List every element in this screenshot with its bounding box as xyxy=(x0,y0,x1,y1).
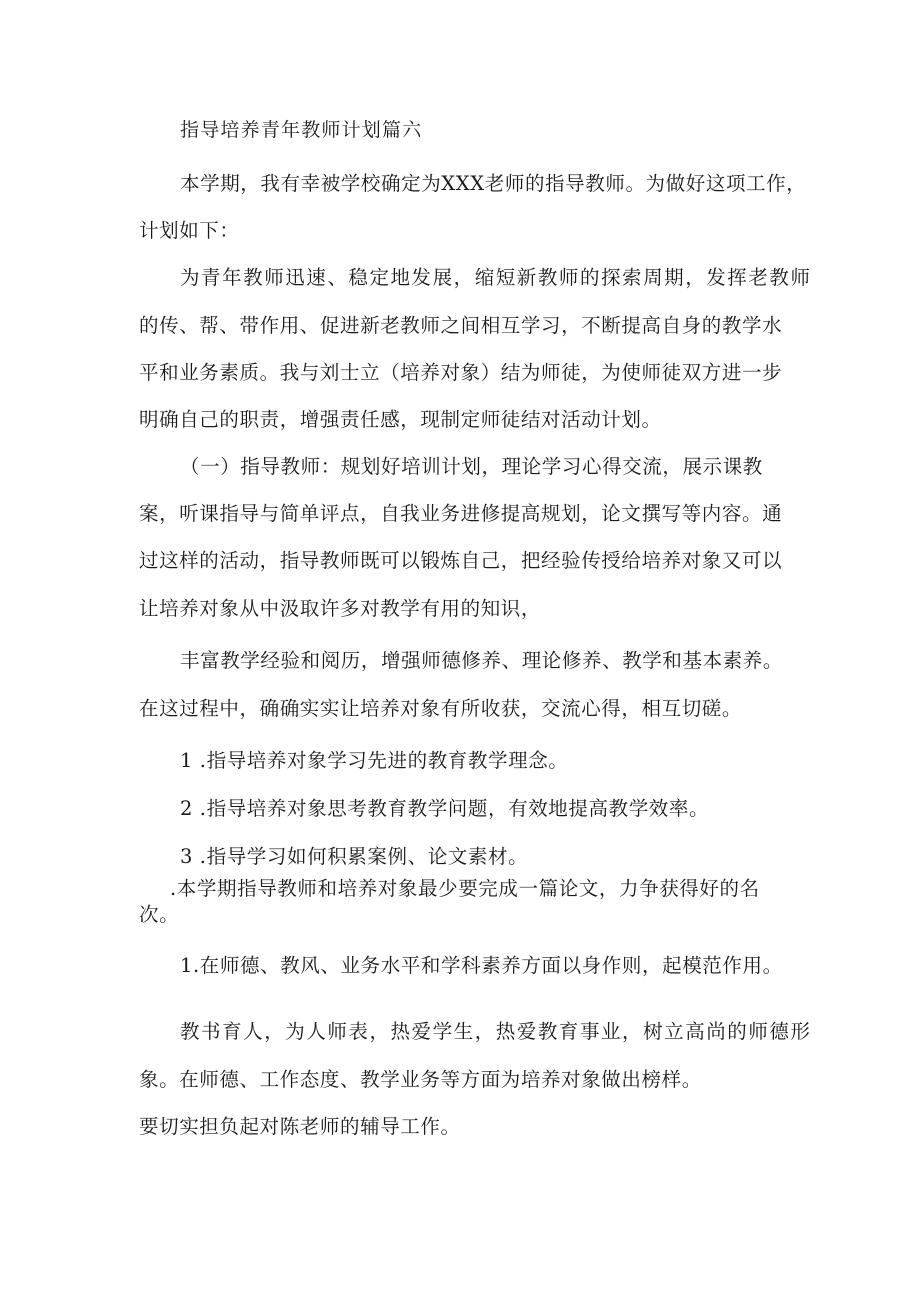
paragraph-line: 让培养对象从中汲取许多对教学有用的知识， xyxy=(139,597,542,620)
paragraph-line: 本学期，我有幸被学校确定为XXX老师的指导教师。为做好这项工作， xyxy=(180,172,807,195)
paragraph-line: 为青年教师迅速、稳定地发展，缩短新教师的探索周期，发挥老教师 xyxy=(180,266,812,289)
paragraph-line: 在这过程中，确确实实让培养对象有所收获，交流心得，相互切磋。 xyxy=(139,697,743,720)
list-item: 1.在师德、教风、业务水平和学科素养方面以身作则，起模范作用。 xyxy=(180,954,783,977)
paragraph-line: 要切实担负起对陈老师的辅导工作。 xyxy=(139,1115,461,1138)
paragraph-line: .本学期指导教师和培养对象最少要完成一篇论文，力争获得好的名 xyxy=(170,877,760,900)
paragraph-line: 明确自己的职责，增强责任感，现制定师徒结对活动计划。 xyxy=(139,408,662,431)
paragraph-line: 的传、帮、带作用、促进新老教师之间相互学习，不断提高自身的教学水 xyxy=(139,314,783,337)
paragraph-line: 教书育人，为人师表，热爱学生，热爱教育事业，树立高尚的师德形 xyxy=(180,1020,812,1043)
paragraph-line: 计划如下： xyxy=(139,219,240,242)
paragraph-line: 丰富教学经验和阅历，增强师德修养、理论修养、教学和基本素养。 xyxy=(180,649,784,672)
paragraph-line: 过这样的活动，指导教师既可以锻炼自己，把经验传授给培养对象又可以 xyxy=(139,549,783,572)
paragraph-line: 案，听课指导与简单评点，自我业务进修提高规划，论文撰写等内容。通 xyxy=(139,502,783,525)
paragraph-line: 次。 xyxy=(139,903,180,926)
list-item: 2 .指导培养对象思考教育教学问题，有效地提高教学效率。 xyxy=(180,797,710,820)
paragraph-line: 平和业务素质。我与刘士立（培养对象）结为师徒，为使师徒双方进一步 xyxy=(139,361,783,384)
paragraph-line: （一）指导教师：规划好培训计划，理论学习心得交流，展示课教 xyxy=(180,455,763,478)
paragraph-line: 象。在师德、工作态度、教学业务等方面为培养对象做出榜样。 xyxy=(139,1068,702,1091)
document-title: 指导培养青年教师计划篇六 xyxy=(180,119,423,141)
list-item: 3 .指导学习如何积累案例、论文素材。 xyxy=(180,845,529,868)
list-item: 1 .指导培养对象学习先进的教育教学理念。 xyxy=(180,749,569,772)
